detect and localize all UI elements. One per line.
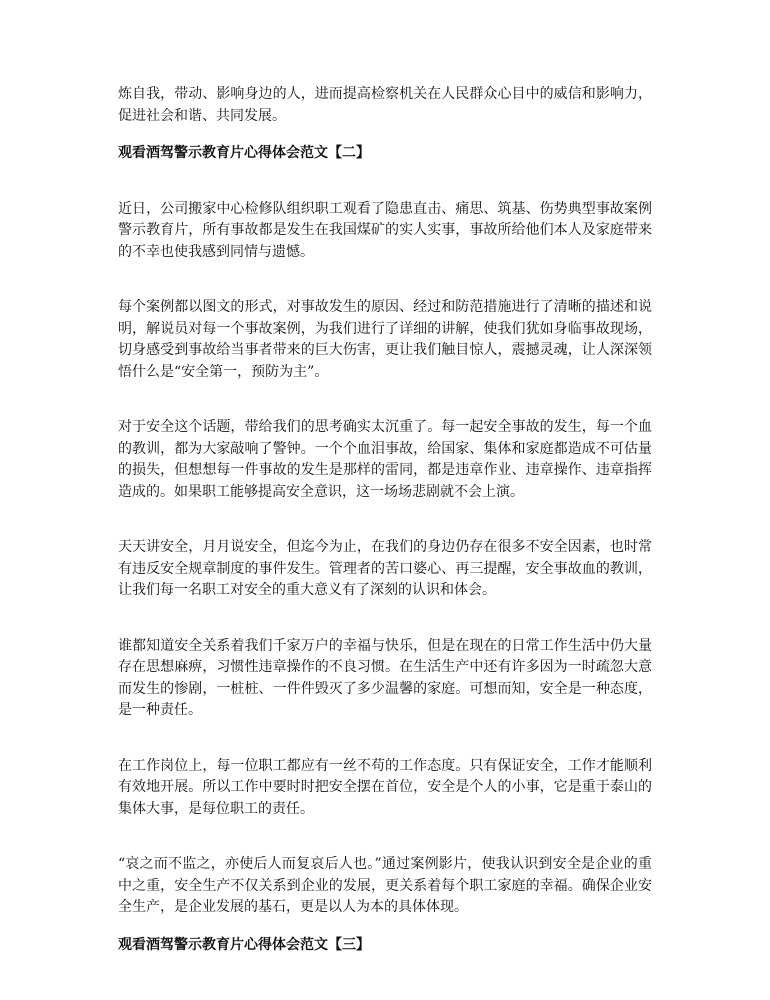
paragraph-7: “哀之而不监之，亦使后人而复哀后人也。”通过案例影片，使我认识到安全是企业的重中之重，安全生产不仅关系到企业的发展，更关系着每个职工家庭的幸福。确保企业安全生产，是企业发展的基石，更是以人为本的具体体现。 [118,856,652,915]
paragraph-6: 在工作岗位上，每一位职工都应有一丝不苟的工作态度。只有保证安全，工作才能顺利有效地开展。所以工作中要时时把安全摆在首位，安全是个人的小事，它是重于泰山的集体大事，是每位职工的责任。 [118,757,652,817]
paragraph-1: 近日，公司搬家中心检修队组织职工观看了隐患直击、痛思、筑基、伤势典型事故案例警示教育片，所有事故都是发生在我国煤矿的实人实事，事故所给他们本人及家庭带来的不幸也使我感到同情与遗憾。 [118,200,652,260]
section-heading-3: 观看酒驾警示教育片心得体会范文【三】 [118,936,370,953]
paragraph-4: 天天讲安全，月月说安全，但迄今为止，在我们的身边仍存在很多不安全因素，也时常有违反安全规章制度的事件发生。管理者的苦口婆心、再三提醒，安全事故血的教训，让我们每一名职工对安全的重大意义有了深刻的认识和体会。 [118,539,652,598]
document-page [118,84,652,956]
paragraph-3: 对于安全这个话题，带给我们的思考确实太沉重了。每一起安全事故的发生，每一个血的教训，都为大家敲响了警钟。一个个血泪事故，给国家、集体和家庭都造成不可估量的损失，但想想每一件事故的发生是那样的雷同，都是违章作业、违章操作、违章指挥造成的。如果职工能够提高安全意识，这一场场悲剧就不会上演。 [118,419,652,500]
paragraph-intro: 炼自我，带动、影响身边的人，进而提高检察机关在人民群众心目中的威信和影响力，促进社会和谐、共同发展。 [118,86,652,124]
paragraph-2: 每个案例都以图文的形式，对事故发生的原因、经过和防范措施进行了清晰的描述和说明，解说员对每一个事故案例，为我们进行了详细的讲解，使我们犹如身临事故现场，切身感受到事故给当事者带来的巨大伤害，更让我们触目惊人，震撼灵魂，让人深深领悟什么是“安全第一，预防为主”。 [118,299,652,380]
section-heading-2: 观看酒驾警示教育片心得体会范文【二】 [118,145,370,161]
paragraph-5: 谁都知道安全关系着我们千家万户的幸福与快乐，但是在现在的日常工作生活中仍大量存在思想麻痹，习惯性违章操作的不良习惯。在生活生产中还有许多因为一时疏忽大意而发生的惨剧，一桩桩、一件件毁灭了多少温馨的家庭。可想而知，安全是一种态度，是一种责任。 [118,637,652,718]
